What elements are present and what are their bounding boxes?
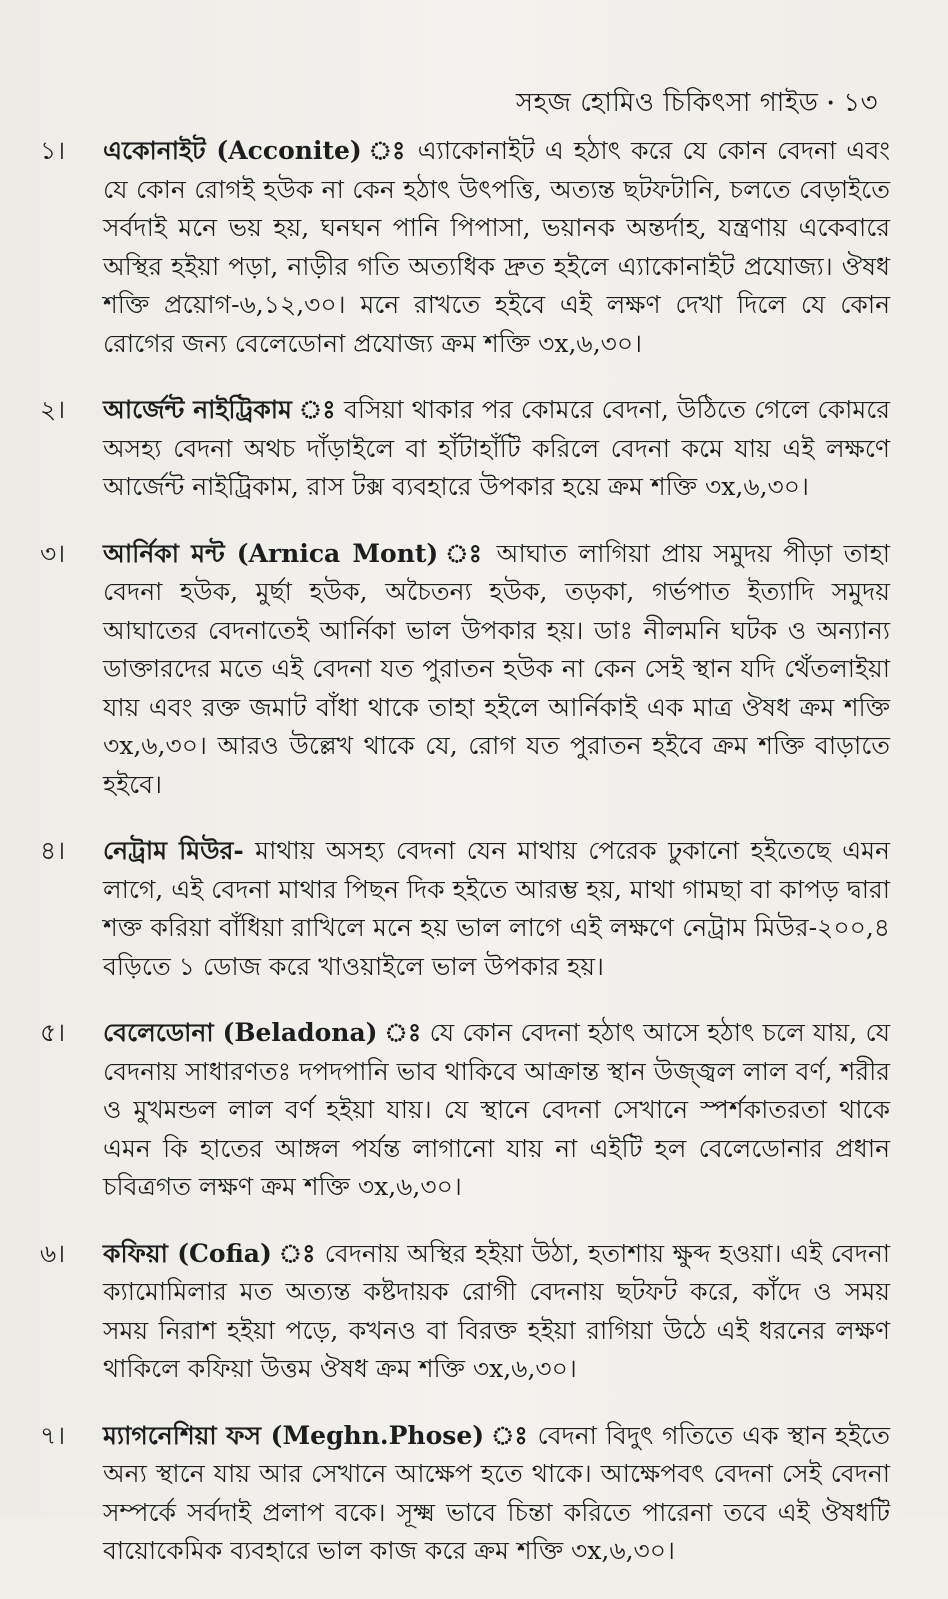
entry-number: ৩। (40, 538, 66, 568)
entry-number: ৫। (40, 1018, 66, 1047)
remedy-description: বেদনায় অস্থির হইয়া উঠা, হতাশায় ক্ষুব্দ হওয়া। এই বেদনা ক্যামোমিলার মত অত্যন্ত কষ্টদায়ক রোগী বেদনায় ছটফট করে, কাঁদে ও সময় সময় নিরাশ হইয়া পড়ে, কখনও বা বিরক্ত হইয়া রাগিয়া উঠে এই ধরনের লক্ষণ থাকিলে কফিয়া উত্তম ঔষধ ক্রম শক্তি ৩x,৬,৩০। (103, 1238, 891, 1383)
entry-number: ১। (40, 136, 66, 165)
remedy-description: মাথায় অসহ্য বেদনা যেন মাথায় পেরেক ঢুকানো হইতেছে এমন লাগে, এই বেদনা মাথার পিছন দিক হইতে আরম্ভ হয়, মাথা গামছা বা কাপড় দ্বারা শক্ত করিয়া বাঁধিয়া রাখিলে মনে হয় ভাল লাগে এই লক্ষণে নেট্রাম মিউর-২০০,৪ বড়িতে ১ ডোজ করে খাওয়াইলে ভাল উপকার হয়। (103, 836, 890, 981)
remedy-description: বেদনা বিদুৎ গতিতে এক স্থান হইতে অন্য স্থানে যায় আর সেখানে আক্ষেপ হতে থাকে। আক্ষেপবৎ বেদনা সেই বেদনা সম্পর্কে সর্বদাই প্রলাপ বকে। সূক্ষ্ম ভাবে চিন্তা করিতে পারেনা তবে এই ঔষধটি বায়োকেমিক ব্যবহারে ভাল কাজ করে ক্রম শক্তি ৩x,৬,৩০। (103, 1420, 890, 1565)
remedy-entry-3 (0, 535, 948, 805)
remedy-description: যে কোন বেদনা হঠাৎ আসে হঠাৎ চলে যায়, যে বেদনায় সাধারণতঃ দপদপানি ভাব থাকিবে আক্রান্ত স্থান উজ্জ্বল লাল বর্ণ, শরীর ও মুখমন্ডল লাল বর্ণ হইয়া যায়। যে স্থানে বেদনা সেখানে স্পর্শকাতরতা থাকে এমন কি হাতের আঙ্গল পর্যন্ত লাগানো যায় না এইটি হল বেলেডোনার প্রধান চবিত্রগত লক্ষণ ক্রম শক্তি ৩x,৬,৩০। (103, 1018, 890, 1201)
remedy-entry-1 (0, 132, 948, 363)
remedy-heading: আর্নিকা মন্ট (Arnica Mont) ঃ (103, 538, 486, 568)
remedy-entry-2 (0, 391, 948, 507)
remedy-description: বসিয়া থাকার পর কোমরে বেদনা, উঠিতে গেলে কোমরে অসহ্য বেদনা অথচ দাঁড়াইলে বা হাঁটাহাঁটি করিলে বেদনা কমে যায় এই লক্ষণে আর্জেন্ট নাইট্রিকাম, রাস টক্স ব্যবহারে উপকার হয়ে ক্রম শক্তি ৩x,৬,৩০। (103, 395, 890, 501)
remedy-heading: কফিয়া (Cofia) ঃ (103, 1238, 317, 1268)
remedy-entry-5 (0, 1014, 948, 1207)
remedy-heading: বেলেডোনা (Beladona) ঃ (103, 1018, 422, 1047)
running-head-title: সহজ হোমিও চিকিৎসা গাইড (515, 88, 819, 118)
remedy-entry-7 (0, 1417, 948, 1571)
entry-number: ৪। (40, 836, 66, 865)
entry-number: ২। (40, 395, 66, 424)
remedy-heading: নেট্রাম মিউর- (103, 836, 244, 865)
running-head-separator: • (826, 96, 836, 112)
remedy-entry-6 (0, 1235, 948, 1389)
remedy-description: এ্যাকোনাইট এ হঠাৎ করে যে কোন বেদনা এবং যে কোন রোগই হউক না কেন হঠাৎ উৎপত্তি, অত্যন্ত ছটফটানি, চলতে বেড়াইতে সর্বদাই মনে ভয় হয়, ঘনঘন পানি পিপাসা, ভয়ানক অন্তর্দাহ, যন্ত্রণায় একেবারে অস্থির হইয়া পড়া, নাড়ীর গতি অত্যধিক দ্রুত হইলে এ্যাকোনাইট প্রযোজ্য। ঔষধ শক্তি প্রয়োগ-৬,১২,৩০। মনে রাখতে হইবে এই লক্ষণ দেখা দিলে যে কোন রোগের জন্য বেলেডোনা প্রযোজ্য ক্রম শক্তি ৩x,৬,৩০। (103, 136, 890, 358)
remedy-entry-4 (0, 832, 948, 986)
entry-number: ৭। (40, 1420, 66, 1450)
page-number: ১৩ (843, 88, 878, 118)
remedy-heading: ম্যাগনেশিয়া ফস (Meghn.Phose) ঃ (103, 1420, 529, 1450)
remedy-heading: আর্জেন্ট নাইট্রিকাম ঃ (103, 395, 336, 424)
remedy-heading: একোনাইট (Acconite) ঃ (103, 136, 408, 165)
entry-number: ৬। (40, 1238, 66, 1268)
remedy-description: আঘাত লাগিয়া প্রায় সমুদয় পীড়া তাহা বেদনা হউক, মুর্ছা হউক, অচৈতন্য হউক, তড়কা, গর্ভপাত ইত্যাদি সমুদয় আঘাতের বেদনাতেই আর্নিকা ভাল উপকার হয়। ডাঃ নীলমনি ঘটক ও অন্যান্য ডাক্তারদের মতে এই বেদনা যত পুরাতন হউক না কেন সেই স্থান যদি থেঁতলাইয়া যায় এবং রক্ত জমাট বাঁধা থাকে তাহা হইলে আর্নিকাই এক মাত্র ঔষধ ক্রম শক্তি ৩x,৬,৩০। আরও উল্লেখ থাকে যে, রোগ যত পুরাতন হইবে ক্রম শক্তি বাড়াতে হইবে। (103, 538, 890, 799)
running-head (516, 82, 878, 126)
remedy-list (0, 132, 948, 1599)
